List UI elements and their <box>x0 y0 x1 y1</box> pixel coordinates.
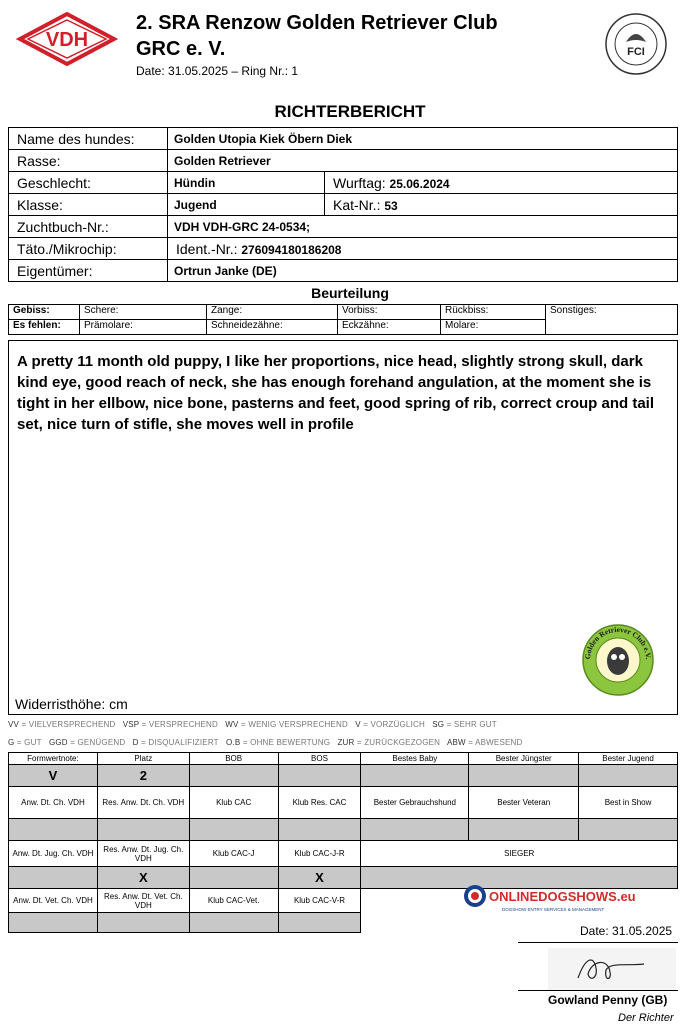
klub-cac-vet-label: Klub CAC-Vet. <box>189 889 278 913</box>
class-label: Klasse: <box>9 194 168 216</box>
legend-text: = ZURÜCKGEZOGEN <box>356 738 441 747</box>
sex-value: Hündin <box>168 172 325 194</box>
klub-cac-vet-value <box>189 913 278 933</box>
chip-prefix: Ident.-Nr.: <box>176 240 238 257</box>
legend-text: = VERSPRECHEND <box>141 720 219 729</box>
legend-text: = GUT <box>16 738 42 747</box>
cat-value: 53 <box>384 198 398 213</box>
schneidezaehne-label: Schneidezähne: <box>207 320 338 335</box>
best-in-show-label: Best in Show <box>579 787 678 819</box>
bester-juengster-value <box>469 765 579 787</box>
platz-header: Platz <box>97 753 189 765</box>
whelp-value: 25.06.2024 <box>389 176 450 191</box>
res-anw-dt-jug-label: Res. Anw. Dt. Jug. Ch. VDH <box>97 841 189 867</box>
legend-abbr: WV <box>225 720 239 729</box>
judge-name: Gowland Penny (GB) <box>548 993 668 1007</box>
class-value: Jugend <box>168 194 325 216</box>
klub-cac-j-r-mark: X <box>278 867 361 889</box>
fci-logo <box>604 12 668 76</box>
legend-abbr: VV <box>8 720 20 729</box>
bester-jugend-value <box>579 765 678 787</box>
club-title-line1: 2. SRA Renzow Golden Retriever Club <box>136 12 498 34</box>
formwertnote-value: V <box>9 765 98 787</box>
cat-label: Kat-Nr.: <box>333 196 381 213</box>
teeth-table <box>8 304 678 335</box>
onlinedogshows-text: ONLINEDOGSHOWS.eu <box>489 889 636 904</box>
legend-text: = DISQUALIFIZIERT <box>141 738 219 747</box>
dog-info-table <box>8 127 678 282</box>
res-anw-dt-ch-value <box>97 819 189 841</box>
bester-veteran-label: Bester Veteran <box>469 787 579 819</box>
whelp-label: Wurftag: <box>333 174 386 191</box>
bester-gebrauchshund-label: Bester Gebrauchshund <box>361 787 469 819</box>
praemolare-label: Prämolare: <box>80 320 207 335</box>
legend-text: = VORZÜGLICH <box>363 720 425 729</box>
formwertnote-header: Formwertnote: <box>9 753 98 765</box>
vorbiss-label: Vorbiss: <box>338 305 441 320</box>
legend-line2 <box>8 738 523 747</box>
report-box <box>8 340 678 715</box>
res-anw-dt-ch-label: Res. Anw. Dt. Ch. VDH <box>97 787 189 819</box>
molare-label: Molare: <box>441 320 546 335</box>
date-ring: Date: 31.05.2025 – Ring Nr.: 1 <box>136 64 299 78</box>
best-in-show-value <box>579 819 678 841</box>
studbook-label: Zuchtbuch-Nr.: <box>9 216 168 238</box>
club-title <box>136 10 498 62</box>
judge-signature <box>548 948 676 990</box>
bestes-baby-header: Bestes Baby <box>361 753 469 765</box>
anw-dt-ch-label: Anw. Dt. Ch. VDH <box>9 787 98 819</box>
withers-height: Widerristhöhe: cm <box>15 696 128 712</box>
sieger-label: SIEGER <box>361 841 678 867</box>
eckzaehne-label: Eckzähne: <box>338 320 441 335</box>
name-label: Name des hundes: <box>9 128 168 150</box>
club-seal <box>581 623 655 697</box>
platz-value: 2 <box>97 765 189 787</box>
bob-header: BOB <box>189 753 278 765</box>
chip-label: Täto./Mikrochip: <box>9 238 168 260</box>
klub-res-cac-label: Klub Res. CAC <box>278 787 361 819</box>
chip-value: 276094180186208 <box>241 242 342 257</box>
onlinedogshows-tagline: DOGSHOW ENTRY SERVICES & MANAGEMENT <box>502 907 605 912</box>
anw-dt-jug-label: Anw. Dt. Jug. Ch. VDH <box>9 841 98 867</box>
legend-abbr: ABW <box>446 738 466 747</box>
bester-jugend-header: Bester Jugend <box>579 753 678 765</box>
klub-cac-label: Klub CAC <box>189 787 278 819</box>
legend-abbr: GGD <box>48 738 68 747</box>
zange-label: Zange: <box>207 305 338 320</box>
anw-dt-jug-value <box>9 867 98 889</box>
bester-veteran-value <box>469 819 579 841</box>
res-anw-dt-jug-mark: X <box>97 867 189 889</box>
legend-abbr: O.B <box>226 738 241 747</box>
klub-cac-value <box>189 819 278 841</box>
club-seal-text: Golden Retriever Club e.V. <box>582 624 654 660</box>
es-fehlen-label: Es fehlen: <box>9 320 80 335</box>
fci-logo-text: FCI <box>627 46 645 58</box>
report-text: A pretty 11 month old puppy, I like her proportions, nice head, slightly strong skull, dark kind eye, good reach of neck, she has enough forehand angulation, at the moment she is tight in her ellbow, nice bone, pasterns and feet, good spring of rib, correct croup and tail set, nice turn of stifle, she moves well in profile <box>17 353 655 433</box>
signature-line-bottom <box>518 990 678 991</box>
assessment-title: Beurteilung <box>311 285 389 301</box>
legend-text: = GENÜGEND <box>70 738 126 747</box>
res-anw-dt-vet-value <box>97 913 189 933</box>
legend-text: = SEHR GUT <box>446 720 497 729</box>
gebiss-label: Gebiss: <box>9 305 80 320</box>
breed-value: Golden Retriever <box>168 150 678 172</box>
anw-dt-vet-value <box>9 913 98 933</box>
sex-label: Geschlecht: <box>9 172 168 194</box>
footer-date: Date: 31.05.2025 <box>580 924 673 938</box>
klub-res-cac-value <box>278 819 361 841</box>
legend-text: = VIELVERSPRECHEND <box>21 720 116 729</box>
res-anw-dt-vet-label: Res. Anw. Dt. Vet. Ch. VDH <box>97 889 189 913</box>
bos-value <box>278 765 361 787</box>
judge-role: Der Richter <box>618 1012 674 1024</box>
report-title: RICHTERBERICHT <box>274 102 426 121</box>
legend-text: = WENIG VERSPRECHEND <box>241 720 348 729</box>
legend-text: = OHNE BEWERTUNG <box>242 738 331 747</box>
chip-cell <box>168 238 678 260</box>
bester-gebrauchshund-value <box>361 819 469 841</box>
onlinedogshows-logo <box>462 882 636 916</box>
whelp-date <box>325 172 678 194</box>
anw-dt-ch-value <box>9 819 98 841</box>
signature-line-top <box>518 942 678 943</box>
legend-abbr: G <box>8 738 15 747</box>
legend-abbr: V <box>355 720 361 729</box>
klub-cac-j-value <box>189 867 278 889</box>
vdh-logo-text: VDH <box>45 29 89 51</box>
studbook-value: VDH VDH-GRC 24-0534; <box>168 216 678 238</box>
legend-line1 <box>8 720 497 729</box>
schere-label: Schere: <box>80 305 207 320</box>
klub-cac-v-r-label: Klub CAC-V-R <box>278 889 361 913</box>
klub-cac-v-r-value <box>278 913 361 933</box>
klub-cac-j-label: Klub CAC-J <box>189 841 278 867</box>
club-title-line2: GRC e. V. <box>136 38 226 60</box>
klub-cac-j-r-label: Klub CAC-J-R <box>278 841 361 867</box>
bob-value <box>189 765 278 787</box>
vdh-logo <box>18 12 116 66</box>
bos-header: BOS <box>278 753 361 765</box>
owner-label: Eigentümer: <box>9 260 168 282</box>
breed-label: Rasse: <box>9 150 168 172</box>
legend-abbr: SG <box>432 720 445 729</box>
bester-juengster-header: Bester Jüngster <box>469 753 579 765</box>
catalog-number <box>325 194 678 216</box>
legend-text: = ABWESEND <box>468 738 523 747</box>
legend-abbr: ZUR <box>337 738 355 747</box>
anw-dt-vet-label: Anw. Dt. Vet. Ch. VDH <box>9 889 98 913</box>
name-value: Golden Utopia Kiek Öbern Diek <box>168 128 678 150</box>
legend-abbr: VSP <box>122 720 140 729</box>
owner-value: Ortrun Janke (DE) <box>168 260 678 282</box>
bestes-baby-value <box>361 765 469 787</box>
rueckbiss-label: Rückbiss: <box>441 305 546 320</box>
sonstiges-label: Sonstiges: <box>546 305 678 335</box>
legend-abbr: D <box>132 738 139 747</box>
